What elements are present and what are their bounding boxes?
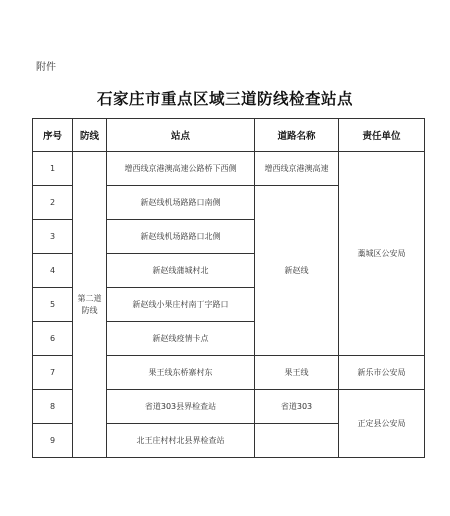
road-cell: 省道303 (255, 390, 339, 424)
defense-line-cell (73, 152, 107, 458)
station-cell: 增西线京港澳高速公路桥下西侧 (107, 152, 255, 186)
attachment-label: 附件 (36, 62, 56, 73)
table-header-row (33, 119, 425, 152)
road-cell: 增西线京港澳高速 (255, 152, 339, 186)
header-unit: 责任单位 (339, 119, 425, 152)
road-cell: 果王线 (255, 356, 339, 390)
row-index: 9 (33, 424, 73, 458)
row-index: 4 (33, 254, 73, 288)
row-index: 2 (33, 186, 73, 220)
unit-cell-xinle: 新乐市公安局 (339, 356, 425, 390)
station-cell: 新赵线蒲城村北 (107, 254, 255, 288)
road-cell-xinzhao: 新赵线 (255, 186, 339, 356)
row-index: 7 (33, 356, 73, 390)
unit-cell-gaocheng: 藁城区公安局 (339, 152, 425, 356)
station-cell: 新赵线机场路路口南侧 (107, 186, 255, 220)
row-index: 5 (33, 288, 73, 322)
row-index: 8 (33, 390, 73, 424)
row-index: 6 (33, 322, 73, 356)
station-cell: 新赵线小果庄村南丁字路口 (107, 288, 255, 322)
table-row (33, 152, 425, 186)
station-cell: 新赵线机场路路口北侧 (107, 220, 255, 254)
row-index: 3 (33, 220, 73, 254)
station-cell: 省道303县界检查站 (107, 390, 255, 424)
road-cell-empty (255, 424, 339, 458)
header-line: 防线 (73, 119, 107, 152)
document-title: 石家庄市重点区域三道防线检查站点 (96, 90, 353, 108)
defense-line-name-part2: 防线 (81, 305, 98, 315)
station-cell: 北王庄村村北县界检查站 (107, 424, 255, 458)
header-road: 道路名称 (255, 119, 339, 152)
station-cell: 新赵线疫情卡点 (107, 322, 255, 356)
unit-cell-zhengding: 正定县公安局 (339, 390, 425, 458)
header-station: 站点 (107, 119, 255, 152)
station-cell: 果王线东桥寨村东 (107, 356, 255, 390)
defense-line-name-part1: 第二道 (77, 293, 102, 303)
header-index: 序号 (33, 119, 73, 152)
row-index: 1 (33, 152, 73, 186)
checkpoint-table (32, 118, 425, 458)
